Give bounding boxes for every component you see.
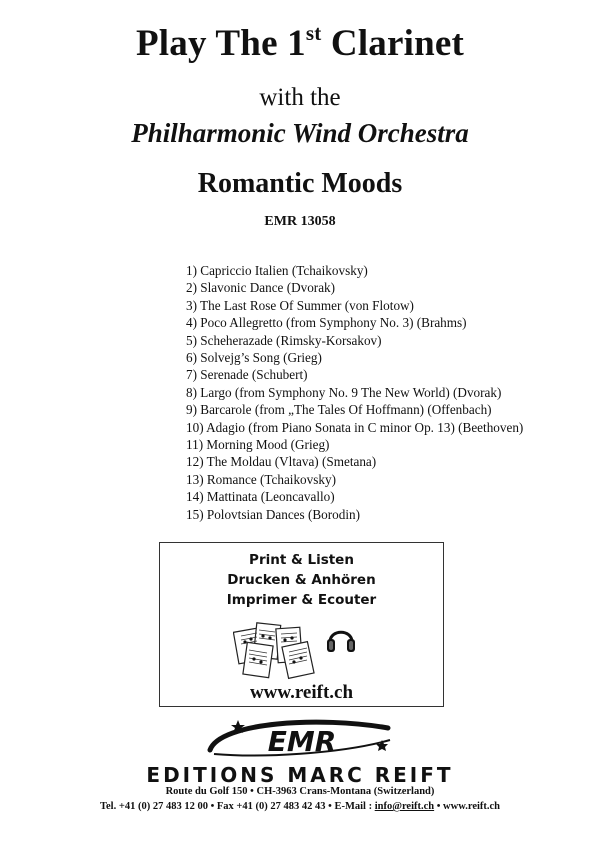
track-item: 9) Barcarole (from „The Tales Of Hoffmann) (Offenbach) xyxy=(186,402,492,418)
orchestra-name: Philharmonic Wind Orchestra xyxy=(131,118,469,148)
track-item: 1) Capriccio Italien (Tchaikovsky) xyxy=(186,263,368,278)
track-item: 2) Slavonic Dance (Dvorak) xyxy=(186,280,336,296)
promo-line-french: Imprimer & Ecouter xyxy=(226,592,377,608)
track-item: 3) The Last Rose Of Summer (von Flotow) xyxy=(186,297,414,313)
track-item: 12) The Moldau (Vltava) (Smetana) xyxy=(186,454,377,470)
email-link[interactable]: info@reift.ch xyxy=(374,801,435,812)
headphones-icon xyxy=(326,622,356,656)
title-prefix: Play The 1 xyxy=(135,23,306,64)
track-list xyxy=(186,262,523,523)
track-item: 14) Mattinata (Leoncavallo) xyxy=(186,489,335,505)
print-listen-box xyxy=(159,542,444,707)
sheet-music-icon xyxy=(233,618,315,680)
website-url[interactable]: www.reift.ch xyxy=(249,682,354,703)
publisher-name: EDITIONS MARC REIFT xyxy=(146,763,454,787)
contact-phone-fax: Tel. +41 (0) 27 483 12 00 • Fax +41 (0) 27 483 42 43 • E-Mail : xyxy=(99,801,375,812)
track-item: 4) Poco Allegretto (from Symphony No. 3) (Brahms) xyxy=(186,315,467,331)
publisher-address: Route du Golf 150 • CH-3963 Crans-Montana (Switzerland) xyxy=(165,786,435,797)
page-title xyxy=(0,22,600,65)
track-item: 11) Morning Mood (Grieg) xyxy=(186,437,330,453)
catalog-number: EMR 13058 xyxy=(264,214,336,229)
emr-logo xyxy=(200,714,400,764)
track-item: 13) Romance (Tchaikovsky) xyxy=(186,471,336,487)
track-item: 7) Serenade (Schubert) xyxy=(186,367,308,383)
with-the-text: with the xyxy=(259,84,341,111)
promo-line-english: Print & Listen xyxy=(249,552,354,568)
track-item: 5) Scheherazade (Rimsky-Korsakov) xyxy=(186,332,382,348)
track-item: 15) Polovtsian Dances (Borodin) xyxy=(186,506,360,522)
title-suffix: Clarinet xyxy=(321,23,465,64)
track-item: 8) Largo (from Symphony No. 9 The New World) (Dvorak) xyxy=(186,384,502,400)
contact-website: • www.reift.ch xyxy=(434,801,501,812)
promo-line-german: Drucken & Anhören xyxy=(227,572,376,588)
album-subtitle: Romantic Moods xyxy=(197,168,403,199)
track-item: 6) Solvejg’s Song (Grieg) xyxy=(186,350,322,366)
title-superscript: st xyxy=(305,20,322,45)
emr-logo-text: EMR xyxy=(267,725,337,758)
track-item: 10) Adagio (from Piano Sonata in C minor Op. 13) (Beethoven) xyxy=(186,419,524,435)
publisher-contact xyxy=(0,801,600,812)
